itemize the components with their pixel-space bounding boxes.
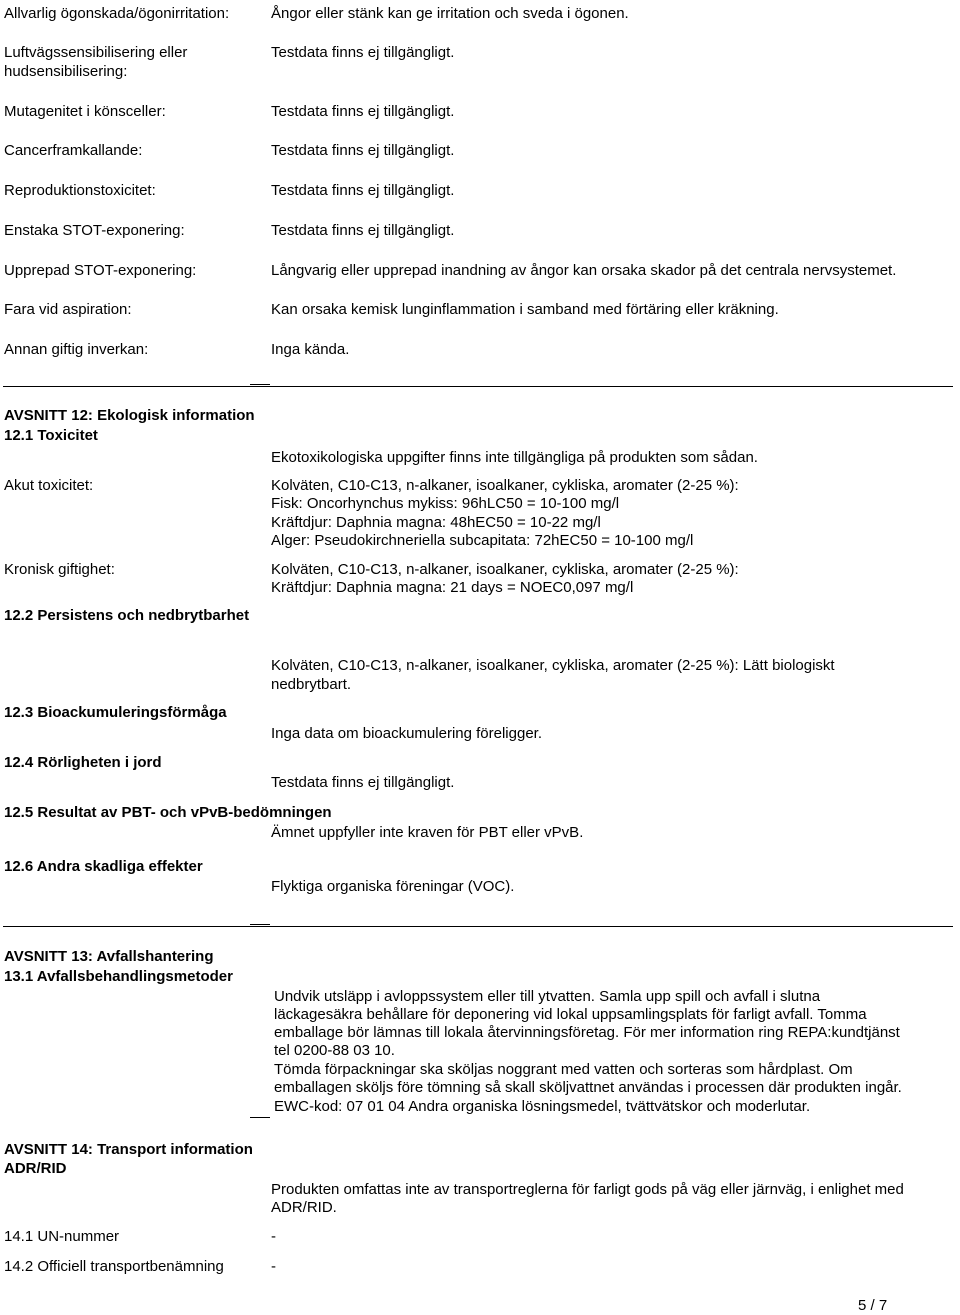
waste-text-line: tel 0200-88 03 10. xyxy=(274,1042,395,1059)
other-adverse-heading: 12.6 Andra skadliga effekter xyxy=(4,858,203,875)
carcinogenicity-label: Cancerframkallande: xyxy=(4,142,143,159)
section-divider xyxy=(3,926,953,927)
divider-stub xyxy=(250,924,270,925)
shipping-name-label: 14.2 Officiell transportbenämning xyxy=(4,1258,224,1275)
divider-stub xyxy=(250,1117,270,1118)
acute-toxicity-line: Kolväten, C10-C13, n-alkaner, isoalkaner, cykliska, aromater (2-25 %): xyxy=(271,477,739,494)
toxicity-intro: Ekotoxikologiska uppgifter finns inte tillgängliga på produkten som sådan. xyxy=(271,449,758,466)
acute-toxicity-label: Akut toxicitet: xyxy=(4,477,94,494)
reproductive-toxicity-value: Testdata finns ej tillgängligt. xyxy=(271,182,455,199)
eye-damage-label: Allvarlig ögonskada/ögonirritation: xyxy=(4,5,230,22)
mobility-text: Testdata finns ej tillgängligt. xyxy=(271,774,455,791)
waste-text-line: emballagen sköljs före tömning så skall sköljvattnet användas i processen där produkten ingår. xyxy=(274,1079,902,1096)
chronic-toxicity-line: Kräftdjur: Daphnia magna: 21 days = NOEC0,097 mg/l xyxy=(271,579,634,596)
waste-methods-heading: 13.1 Avfallsbehandlingsmetoder xyxy=(4,968,233,985)
aspiration-label: Fara vid aspiration: xyxy=(4,301,132,318)
section-13-title: AVSNITT 13: Avfallshantering xyxy=(4,948,214,965)
sensitisation-value: Testdata finns ej tillgängligt. xyxy=(271,44,455,61)
waste-text-line: läckagesäkra behållare för deponering vid lokal uppsamlingsplats för farligt avfall. Tomma xyxy=(274,1006,867,1023)
acute-toxicity-line: Alger: Pseudokirchneriella subcapitata: 72hEC50 = 10-100 mg/l xyxy=(271,532,694,549)
eye-damage-value: Ångor eller stänk kan ge irritation och sveda i ögonen. xyxy=(271,5,629,22)
pbt-text: Ämnet uppfyller inte kraven för PBT eller vPvB. xyxy=(271,824,584,841)
stot-repeated-label: Upprepad STOT-exponering: xyxy=(4,262,197,279)
section-12-title: AVSNITT 12: Ekologisk information xyxy=(4,407,255,424)
waste-text-line: Tömda förpackningar ska sköljas noggrant med vatten och sorteras som hårdplast. Om xyxy=(274,1061,853,1078)
waste-text-line: emballage bör lämnas till lokala återvinningsföretag. För mer information ring REPA:kundtjänst xyxy=(274,1024,900,1041)
stot-single-value: Testdata finns ej tillgängligt. xyxy=(271,222,455,239)
persistence-heading: 12.2 Persistens och nedbrytbarhet xyxy=(4,607,250,624)
adr-rid-text-line: Produkten omfattas inte av transportreglerna för farligt gods på väg eller järnväg, i enlighet med xyxy=(271,1181,904,1198)
acute-toxicity-line: Kräftdjur: Daphnia magna: 48hEC50 = 10-22 mg/l xyxy=(271,514,601,531)
bioaccumulation-heading: 12.3 Bioackumuleringsförmåga xyxy=(4,704,227,721)
sensitisation-label: Luftvägssensibilisering eller hudsensibilisering: xyxy=(4,44,188,80)
acute-toxicity-line: Fisk: Oncorhynchus mykiss: 96hLC50 = 10-100 mg/l xyxy=(271,495,620,512)
other-adverse-text: Flyktiga organiska föreningar (VOC). xyxy=(271,878,515,895)
other-effects-label: Annan giftig inverkan: xyxy=(4,341,149,358)
pbt-heading: 12.5 Resultat av PBT- och vPvB-bedömningen xyxy=(4,804,332,821)
waste-text-line: EWC-kod: 07 01 04 Andra organiska lösningsmedel, tvättvätskor och moderlutar. xyxy=(274,1098,811,1115)
chronic-toxicity-line: Kolväten, C10-C13, n-alkaner, isoalkaner, cykliska, aromater (2-25 %): xyxy=(271,561,739,578)
page-number: 5 / 7 xyxy=(858,1297,888,1314)
un-number-label: 14.1 UN-nummer xyxy=(4,1228,120,1245)
stot-single-label: Enstaka STOT-exponering: xyxy=(4,222,185,239)
shipping-name-value: - xyxy=(271,1258,276,1275)
waste-text-line: Undvik utsläpp i avloppssystem eller till ytvatten. Samla upp spill och avfall i slutna xyxy=(274,988,821,1005)
mutagenicity-value: Testdata finns ej tillgängligt. xyxy=(271,103,455,120)
reproductive-toxicity-label: Reproduktionstoxicitet: xyxy=(4,182,156,199)
un-number-value: - xyxy=(271,1228,276,1245)
aspiration-value: Kan orsaka kemisk lunginflammation i samband med förtäring eller kräkning. xyxy=(271,301,779,318)
toxicity-heading: 12.1 Toxicitet xyxy=(4,427,98,444)
adr-rid-heading: ADR/RID xyxy=(4,1160,67,1177)
mutagenicity-label: Mutagenitet i könsceller: xyxy=(4,103,166,120)
section-14-title: AVSNITT 14: Transport information xyxy=(4,1141,253,1158)
persistence-text: Kolväten, C10-C13, n-alkaner, isoalkaner, cykliska, aromater (2-25 %): Lätt biologiskt nedbrytbart. xyxy=(271,657,835,693)
divider-stub xyxy=(250,384,270,385)
mobility-heading: 12.4 Rörligheten i jord xyxy=(4,754,162,771)
carcinogenicity-value: Testdata finns ej tillgängligt. xyxy=(271,142,455,159)
bioaccumulation-text: Inga data om bioackumulering föreligger. xyxy=(271,725,542,742)
other-effects-value: Inga kända. xyxy=(271,341,350,358)
chronic-toxicity-label: Kronisk giftighet: xyxy=(4,561,115,578)
section-divider xyxy=(3,386,953,387)
stot-repeated-value: Långvarig eller upprepad inandning av ångor kan orsaka skador på det centrala nervsystemet. xyxy=(271,262,897,279)
adr-rid-text-line: ADR/RID. xyxy=(271,1199,337,1216)
